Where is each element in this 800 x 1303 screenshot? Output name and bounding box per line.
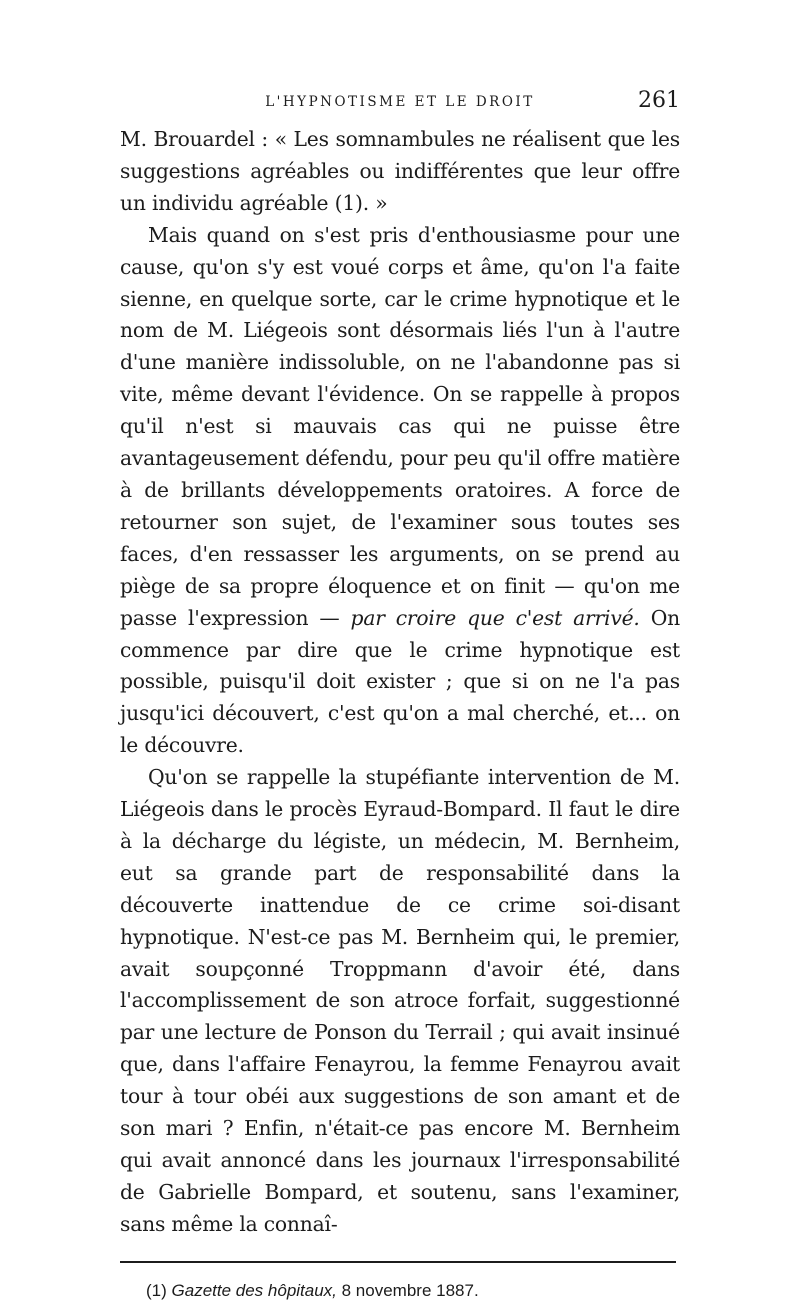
body-text xyxy=(120,124,680,1241)
footnote xyxy=(120,1279,680,1303)
paragraph-2-text-b: On commence par dire que le crime hypnotique est possible, puisqu'il doit exister ; que si on ne l'a pas jusqu'ici découvert, c'est qu'on a mal cherché, et... on le découvre. xyxy=(120,605,680,758)
paragraph-2 xyxy=(120,220,680,762)
page-header xyxy=(120,88,680,122)
running-title: L'HYPNOTISME ET LE DROIT xyxy=(265,94,535,110)
footnote-separator xyxy=(120,1261,676,1263)
paragraph-2-text-a: Mais quand on s'est pris d'enthousiasme pour une cause, qu'on s'y est voué corps et âme, qu'on l'a faite sienne, en quelque sorte, car le crime hypnotique et le nom de M. Liégeois sont désormais liés l'un à l'autre d'une manière indissoluble, on ne l'abandonne pas si vite, même devant l'évidence. On se rappelle à propos qu'il n'est si mauvais cas qui ne puisse être avantageusement défendu, pour peu qu'il offre matière à de brillants développements oratoires. A force de retourner son sujet, de l'examiner sous toutes ses faces, d'en ressasser les arguments, on se prend au piège de sa propre éloquence et on finit — qu'on me passe l'expression — xyxy=(120,222,680,630)
paragraph-1: M. Brouardel : « Les somnambules ne réalisent que les suggestions agréables ou indifférentes que leur offre un individu agréable (1). » xyxy=(120,127,680,215)
footnote-date: 8 novembre 1887. xyxy=(336,1280,479,1300)
footnote-source: Gazette des hôpitaux, xyxy=(171,1280,337,1300)
paragraph-2-emphasis: par croire que c'est arrivé. xyxy=(350,605,640,630)
book-page xyxy=(120,88,680,1303)
paragraph-3: Qu'on se rappelle la stupéfiante intervention de M. Liégeois dans le procès Eyraud-Bompard. Il faut le dire à la décharge du légiste, un médecin, M. Bernheim, eut sa grande part de responsabilité dans la découverte inattendue de ce crime soi-disant hypnotique. N'est-ce pas M. Bernheim qui, le premier, avait soupçonné Troppmann d'avoir été, dans l'accomplissement de son atroce forfait, suggestionné par une lecture de Ponson du Terrail ; qui avait insinué que, dans l'affaire Fenayrou, la femme Fenayrou avait tour à tour obéi aux suggestions de son amant et de son mari ? Enfin, n'était-ce pas encore M. Bernheim qui avait annoncé dans les journaux l'irresponsabilité de Gabrielle Bompard, et soutenu, sans l'examiner, sans même la connaî- xyxy=(120,765,680,1236)
page-number: 261 xyxy=(638,88,680,113)
footnote-marker: (1) xyxy=(146,1280,167,1300)
